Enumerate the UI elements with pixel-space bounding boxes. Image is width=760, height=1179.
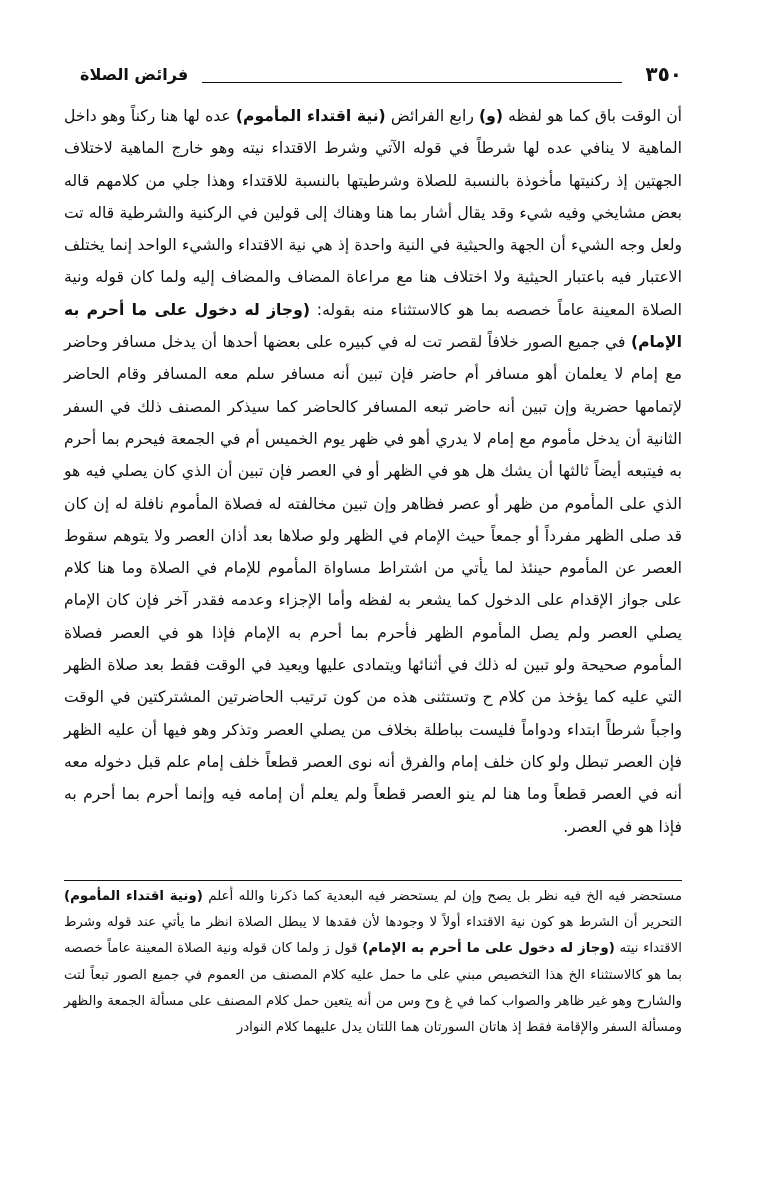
page-number: ٣٥٠ [645, 62, 682, 86]
footnote [64, 884, 682, 1041]
footnote-segment: قول ز ولما كان قوله ونية الصلاة المعينة عاماً خصصه بما هو كالاستثناء الخ هذا التخصيص مبني على ما حمل عليه كلام المصنف من العموم في جميع الصور تبعاً لتت والشارح وهو غير ظاهر والصواب كما في غ وح وس من أنه يتعين حمل كلام المصنف على مسألة الجمعة والظهر ومسألة السفر والإقامة فقط إذ هاتان السورتان هما اللتان يدل عليهما كلام النوادر [64, 941, 682, 1036]
footnote-quote-intention: (ونية اقتداء المأموم) [64, 889, 203, 904]
footnote-segment: مستحضر فيه الخ فيه نظر بل يصح وإن لم يستحضر فيه البعدية كما ذكرنا والله أعلم [202, 889, 683, 904]
matn-conjunction: (و) [479, 107, 503, 125]
main-text-segment: رابع الفرائض [385, 107, 479, 125]
footnote-quote-entry: (وجاز له دخول على ما أحرم به الإمام) [362, 941, 615, 957]
page-header [80, 62, 682, 88]
footnote-paragraph [64, 884, 682, 1041]
main-text-segment: أن الوقت باق كما هو لفظه [502, 107, 682, 125]
header-rule [202, 82, 622, 83]
main-paragraph [64, 100, 682, 843]
main-text-segment: في جميع الصور خلافاً لقصر تت له في كبيره على بعضها أحدها أن يدخل مسافر وحاضر مع إمام لا يعلمان أهو مسافر أم حاضر فإن تبين أنه مسافر سلم معه المسافر وقام الحاضر لإتمامها حضرية وإن تبين أنه حاضر تبعه المسافر كالحاضر كما سيذكر المصنف ذلك في السفر الثانية أن يدخل مأموم مع إمام لا يدري أهو في ظهر يوم الخميس أم في الجمعة فيحرم بما أحرم به فيتبعه أيضاً ثالثها أن يشك هل هو في الظهر أو في العصر فإن تبين أن الذي كان يصلي فيه هو الذي على المأموم من ظهر أو عصر فظاهر وإن تبين مخالفته له فصلاة المأموم نافلة له إن كان قد صلى الظهر مفرداً أو جمعاً حيث الإمام في الظهر ولو صلاها بعد أذان العصر ولا يتوهم سقوط العصر عن المأموم حينئذ لما يأتي من اشتراط مساواة المأموم للإمام في الصلاة وما هنا كلام على جواز الإقدام على الدخول كما يشعر به لفظه وأما الإجزاء وعدمه فقدر آخر فإن كان الإمام يصلي العصر ولم يصل المأموم الظهر فأحرم بما أحرم به الإمام فإذا هو في العصر فصلاة المأموم صحيحة ولو تبين له ذلك في أثنائها ويتمادى عليها ويعيد في الوقت فقط بعد صلاة الظهر التي عليه كما يؤخذ من كلام ح وتستثنى هذه من كون ترتيب الحاضرتين المشتركتين في الوقت واجباً شرطاً ابتداء ودواماً فليست بباطلة بخلاف من يصلي العصر وتذكر وهو فيها أن عليه الظهر فإن العصر تبطل ولو كان خلف إمام والفرق أنه نوى العصر قطعاً خلف إمام علم قبل دخوله معه أنه في العصر قطعاً وما هنا لم ينو العصر قطعاً ولم يعلم أن إمامه فيه وإنما أحرم بما أحرم به فإذا هو في العصر. [64, 333, 682, 836]
footnote-separator [64, 880, 682, 881]
main-text-segment: عده لها هنا ركناً وهو داخل الماهية لا ينافي عده لها شرطاً في قوله الآتي وشرط الاقتداء نيته وهو خارج الماهية لاختلاف الجهتين إذ ركنيتها مأخوذة بالنسبة للصلاة وشرطيتها بالنسبة للاقتداء وهذا جلي من كلامهم قاله بعض مشايخي وفيه شيء وقد يقال أشار بما هنا وهناك إلى قولين في الركنية والشرطية قاله تت ولعل وجه الشيء أن الجهة والحيثية في النية واحدة إذ هي نية الاقتداء والشيء الواحد إنما يختلف الاعتبار فيه باعتبار الحيثية ولا اختلاف هنا مع مراعاة المضاف والمضاف إليه ولما كان قوله ونية الصلاة المعينة عاماً خصصه بما هو كالاستثناء منه بقوله: [64, 107, 683, 319]
running-title: فرائض الصلاة [80, 65, 189, 84]
matn-quote-entry: (وجاز له دخول على ما أحرم به الإمام) [64, 300, 682, 352]
matn-quote-intention: (نية اقتداء المأموم) [235, 107, 386, 125]
footnote-segment: التحرير أن الشرط هو كون نية الاقتداء أولاً لا وجودها لأن فقدها لا يبطل الصلاة انظر ما يأتي عند قوله وشرط الاقتداء نيته [64, 915, 682, 957]
main-text [64, 100, 682, 843]
